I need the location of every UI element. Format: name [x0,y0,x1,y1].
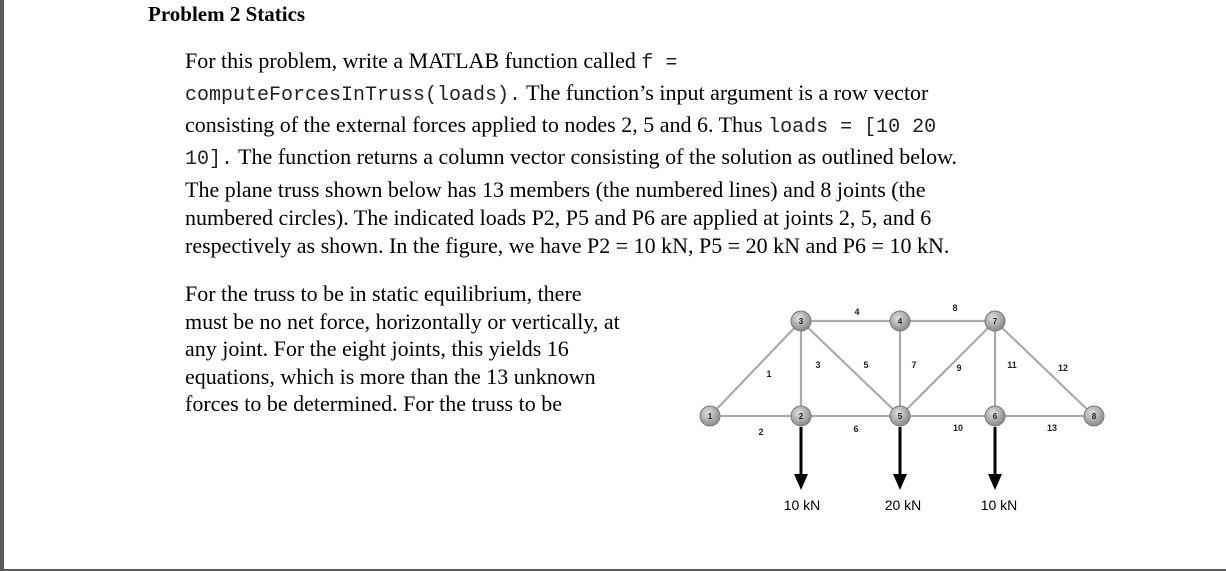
member-label-3: 3 [815,360,821,370]
joint-label-5: 5 [897,412,903,421]
member-label-6: 6 [853,424,859,434]
joint-label-7: 7 [992,317,998,326]
problem-title: Problem 2 Statics [148,2,306,26]
member-label-1: 1 [766,369,772,379]
member-1 [710,321,801,416]
paragraph-matlab-function: For this problem, write a MATLAB function called f = computeForcesInTruss(loads). The function’s input argument is a row vector consisting of the external forces applied to nodes 2, 5 and 6. Thus loads = [10 20 10]. The function returns a column vector consisting of the solution as outlined below. [185,48,958,171]
left-border [0,0,4,571]
member-label-4: 4 [854,307,860,317]
truss-diagram [690,290,1110,520]
member-label-5: 5 [863,360,869,370]
member-label-2: 2 [758,427,764,437]
joint-label-8: 8 [1091,412,1097,421]
load-label-p6: 10 kN [980,497,1018,513]
joint-label-2: 2 [798,412,804,421]
joint-label-1: 1 [707,412,713,421]
member-label-9: 9 [956,363,962,373]
joint-label-4: 4 [897,317,903,326]
load-labels [784,497,1018,513]
paragraph-equilibrium: For the truss to be in static equilibrium, there must be no net force, horizontally or vertically, at any joint. For the eight joints, this yields 16 equations, which is more than the 13 unknown forces to be determined. For the truss to be [185,281,620,416]
load-arrows [794,427,1002,490]
joint-label-6: 6 [992,412,998,421]
load-arrowhead-p6 [988,474,1002,490]
joint-label-3: 3 [798,317,804,326]
truss-figure [690,290,1110,520]
member-label-13: 13 [1046,423,1058,433]
member-label-7: 7 [911,360,917,370]
member-label-10: 10 [952,423,964,433]
load-arrowhead-p5 [893,474,907,490]
paragraph-truss-description: The plane truss shown below has 13 members (the numbered lines) and 8 joints (the numbered circles). The indicated loads P2, P5 and P6 are applied at joints 2, 5, and 6 respectively as shown. In the figure, we have P2 = 10 kN, P5 = 20 kN and P6 = 10 kN. [185,177,950,258]
member-label-12: 12 [1057,363,1069,373]
load-arrowhead-p2 [794,474,808,490]
member-label-8: 8 [952,303,958,313]
load-label-p2: 10 kN [783,497,821,513]
member-label-11: 11 [1007,360,1017,370]
load-label-p5: 20 kN [884,497,922,513]
